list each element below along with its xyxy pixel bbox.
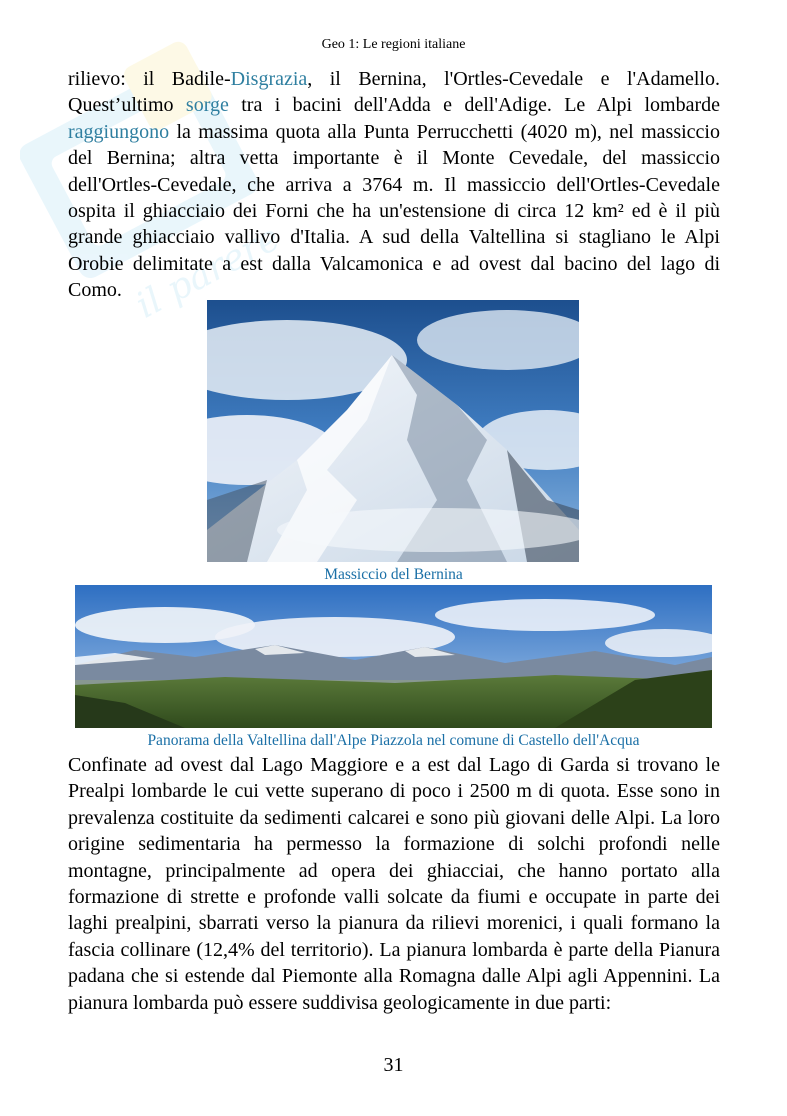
bernina-photo: [207, 300, 579, 562]
bernina-caption: Massiccio del Bernina: [324, 566, 463, 583]
watermark-text: il parere: [129, 217, 287, 327]
paragraph-1: [68, 66, 720, 304]
valtellina-panorama-photo: [75, 585, 712, 728]
highlight-disgrazia: Disgrazia: [230, 68, 308, 90]
paragraph-1-text-a: rilievo: il Badile-: [68, 68, 231, 90]
highlight-raggiungono: raggiungono: [68, 120, 170, 143]
valtellina-caption: Panorama della Valtellina dall'Alpe Piazzola nel comune di Castello dell'Acqua: [147, 732, 640, 749]
page-header: Geo 1: Le regioni italiane: [321, 37, 466, 52]
paragraph-2: Confinate ad ovest dal Lago Maggiore e a est dal Lago di Garda si trovano le Prealpi lombarde le cui vette superano di poco i 2500 m di quota. Esse sono in prevalenza costituite da sedimenti calcarei e sono più giovani delle Alpi. La loro origine sedimentaria ha permesso la formazione di solchi profondi nelle montagne, principalmente ad opera dei ghiacciai, che hanno portato alla formazione di strette e profonde valli solcate da fiumi e occupate in parte dei laghi prealpini, sbarrati verso la pianura da rilievi morenici, i quali formano la fascia collinare (12,4% del territorio). La pianura lombarda è parte della Pianura padana che si estende dal Piemonte alla Romagna dalle Alpi agli Appennini. La pianura lombarda può essere suddivisa geologicamente in due parti:: [68, 754, 720, 1014]
page-number: 31: [383, 1054, 404, 1076]
paragraph-1-text-d: la massima quota alla Punta Perrucchetti (4020 m), nel massiccio del Bernina; altra vetta importante è il Monte Cevedale, del massiccio dell'Ortles-Cevedale, che arriva a 3764 m. Il massiccio dell'Ortles-Cevedale ospita il ghiacciaio dei Forni che ha un'estensione di circa 12 km² ed è il più grande ghiacciaio vallivo d'Italia. A sud della Valtellina si stagliano le Alpi Orobie delimitate a est dalla Valcamonica e ad ovest dal bacino del lago di Como.: [68, 120, 720, 302]
paragraph-1-text-c: tra i bacini dell'Adda e dell'Adige. Le Alpi lombarde: [228, 94, 721, 117]
paragraph-1-text-b: , il Bernina, l'Ortles-Cevedale e l'Adamello. Quest’ultimo: [68, 68, 720, 117]
highlight-sorge: sorge: [185, 94, 229, 117]
